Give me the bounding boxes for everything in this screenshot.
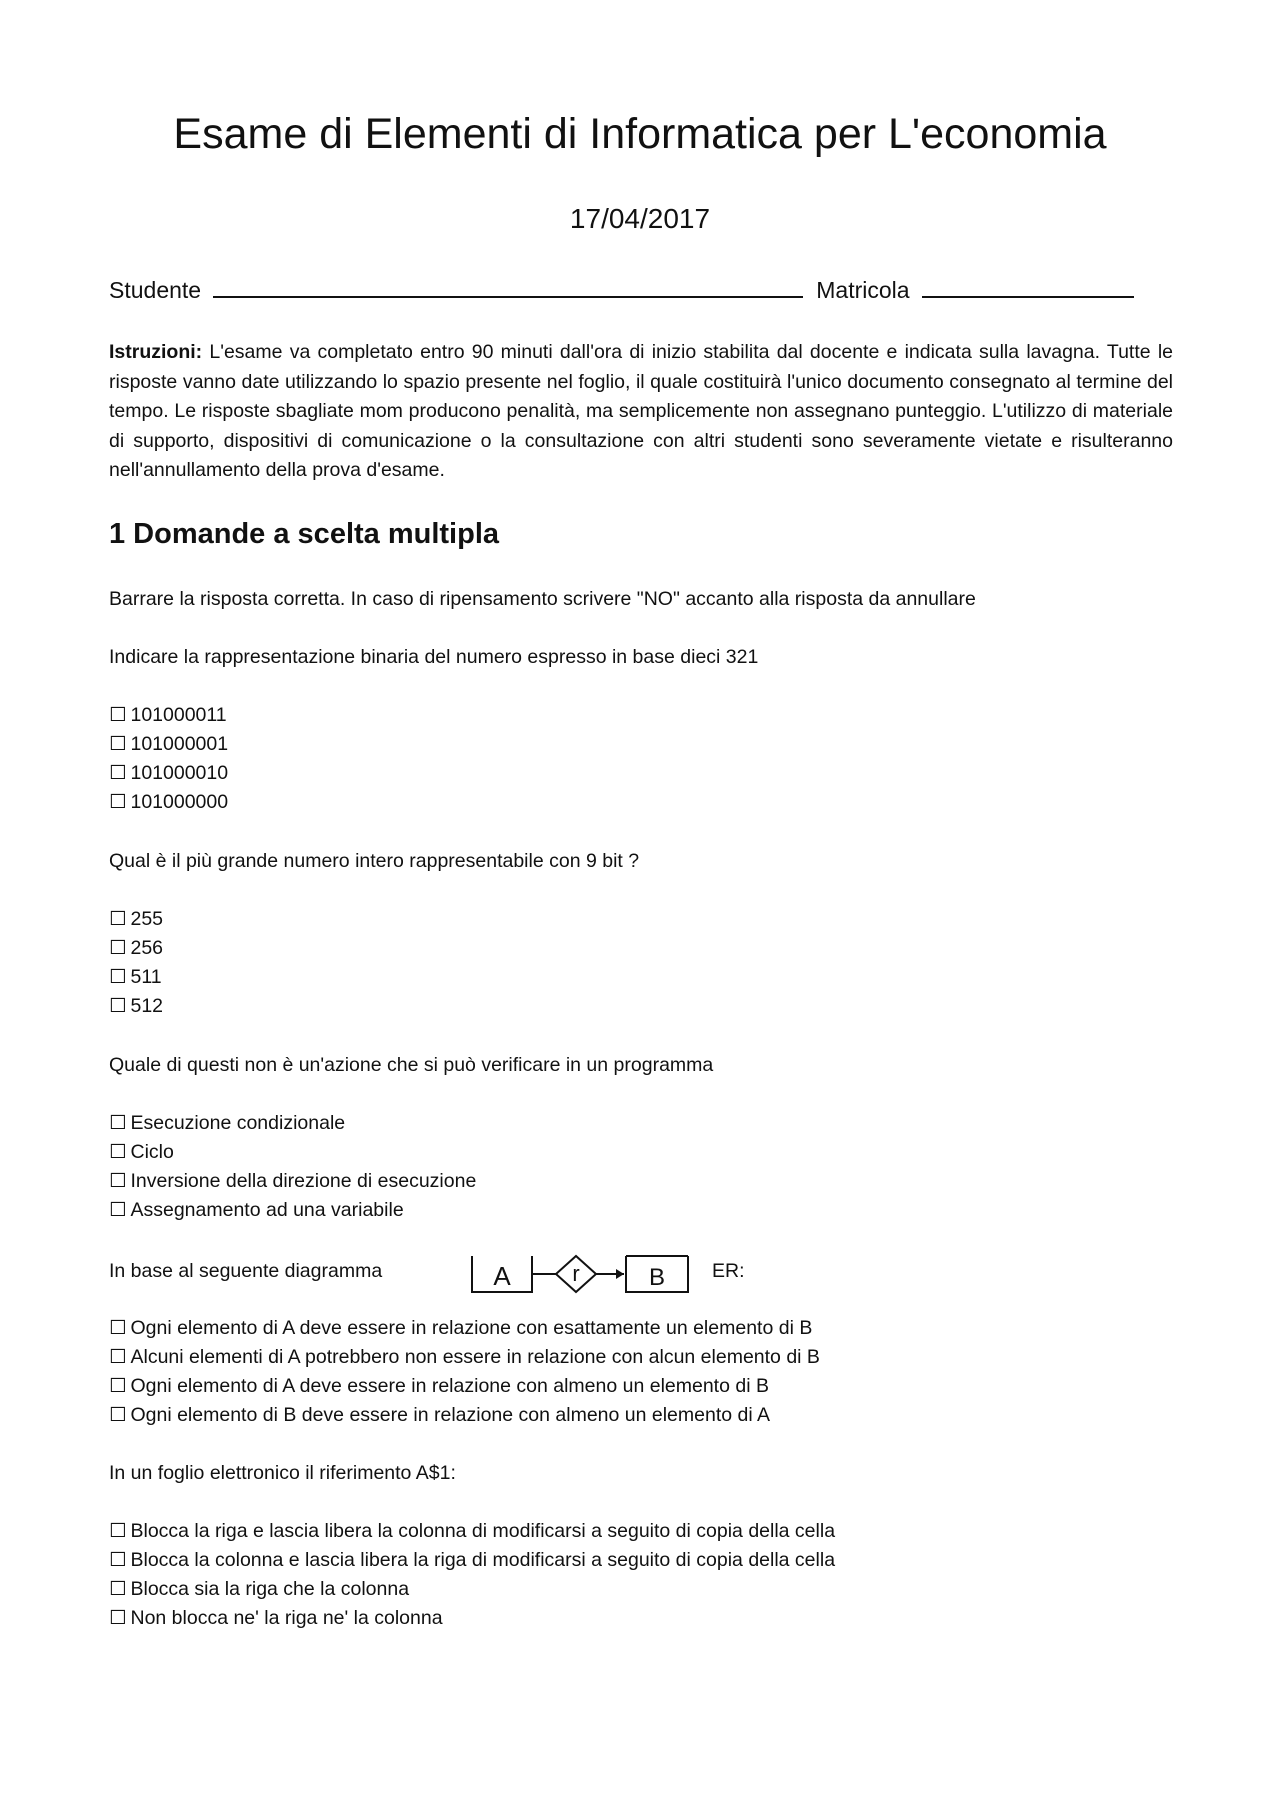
- checkbox-icon[interactable]: ☐: [109, 1578, 127, 1600]
- question-1-option-3[interactable]: [109, 759, 228, 788]
- relation-label: r: [572, 1261, 580, 1286]
- question-5-option-1[interactable]: [109, 1517, 835, 1546]
- question-1-option-4[interactable]: [109, 788, 228, 817]
- checkbox-icon[interactable]: ☐: [109, 1607, 127, 1629]
- question-3-option-3[interactable]: [109, 1167, 476, 1196]
- instructions-text: L'esame va completato entro 90 minuti dall'ora di inizio stabilita dal docente e indicata sulla lavagna. Tutte le risposte vanno date utilizzando lo spazio presente nel foglio, il quale costituirà l'unico documento consegnato al termine del tempo. Le risposte sbagliate mom producono penalità, ma semplicemente non assegnano punteggio. L'utilizzo di materiale di supporto, dispositivi di comunicazione o la consultazione con altri studenti sono severamente vietate e risulteranno nell'annullamento della prova d'esame.: [109, 341, 1173, 481]
- option-label: Esecuzione condizionale: [130, 1112, 346, 1134]
- entity-b-label: B: [648, 1264, 666, 1291]
- option-label: Non blocca ne' la riga ne' la colonna: [130, 1607, 443, 1629]
- instructions-label: Istruzioni:: [109, 341, 203, 363]
- question-3-option-2[interactable]: [109, 1138, 174, 1167]
- question-5-option-2[interactable]: [109, 1546, 835, 1575]
- student-name-blank[interactable]: [213, 274, 803, 298]
- checkbox-icon[interactable]: ☐: [109, 1404, 127, 1426]
- instructions-paragraph: [109, 338, 1173, 486]
- question-2-option-3[interactable]: [109, 963, 162, 992]
- option-label: 255: [130, 908, 164, 930]
- question-4-option-3[interactable]: [109, 1372, 769, 1401]
- question-2-text: Qual è il più grande numero intero rappresentabile con 9 bit ?: [109, 850, 640, 872]
- entity-a-label: A: [493, 1261, 511, 1291]
- student-label: Studente: [109, 277, 202, 303]
- checkbox-icon[interactable]: ☐: [109, 791, 127, 813]
- option-label: 511: [130, 966, 162, 988]
- checkbox-icon[interactable]: ☐: [109, 1317, 127, 1339]
- question-2-option-2[interactable]: [109, 934, 163, 963]
- matricola-label: Matricola: [816, 277, 910, 303]
- question-2-option-1[interactable]: [109, 905, 163, 934]
- question-3-option-4[interactable]: [109, 1196, 404, 1225]
- option-label: Ogni elemento di A deve essere in relazione con almeno un elemento di B: [130, 1375, 769, 1397]
- question-5-text: In un foglio elettronico il riferimento A$1:: [109, 1462, 456, 1484]
- checkbox-icon[interactable]: ☐: [109, 704, 127, 726]
- section-title: 1 Domande a scelta multipla: [109, 518, 500, 550]
- option-label: 101000010: [130, 762, 229, 784]
- checkbox-icon[interactable]: ☐: [109, 1549, 127, 1571]
- option-label: 512: [130, 995, 164, 1017]
- option-label: 256: [130, 937, 164, 959]
- checkbox-icon[interactable]: ☐: [109, 1170, 127, 1192]
- question-2-option-4[interactable]: [109, 992, 163, 1021]
- question-1-option-2[interactable]: [109, 730, 228, 759]
- question-1-option-1[interactable]: [109, 701, 227, 730]
- option-label: 101000011: [130, 704, 227, 726]
- option-label: Alcuni elementi di A potrebbero non essere in relazione con alcun elemento di B: [130, 1346, 820, 1368]
- question-4-option-4[interactable]: [109, 1401, 770, 1430]
- exam-date: 17/04/2017: [569, 203, 711, 234]
- matricola-blank[interactable]: [922, 274, 1134, 298]
- checkbox-icon[interactable]: ☐: [109, 1199, 127, 1221]
- option-label: Assegnamento ad una variabile: [130, 1199, 404, 1221]
- option-label: Blocca sia la riga che la colonna: [130, 1578, 410, 1600]
- option-label: Ciclo: [130, 1141, 174, 1163]
- question-3-text: Quale di questi non è un'azione che si può verificare in un programma: [109, 1054, 714, 1076]
- question-5-option-4[interactable]: [109, 1604, 443, 1633]
- exam-title: Esame di Elementi di Informatica per L'economia: [173, 110, 1107, 158]
- checkbox-icon[interactable]: ☐: [109, 1112, 127, 1134]
- question-5-option-3[interactable]: [109, 1575, 409, 1604]
- checkbox-icon[interactable]: ☐: [109, 908, 127, 930]
- arrow-head-icon: [616, 1269, 624, 1279]
- checkbox-icon[interactable]: ☐: [109, 1375, 127, 1397]
- checkbox-icon[interactable]: ☐: [109, 937, 127, 959]
- option-label: 101000000: [130, 791, 229, 813]
- option-label: Blocca la colonna e lascia libera la riga di modificarsi a seguito di copia della cella: [130, 1549, 836, 1571]
- checkbox-icon[interactable]: ☐: [109, 1520, 127, 1542]
- option-label: Ogni elemento di B deve essere in relazione con almeno un elemento di A: [130, 1404, 771, 1426]
- question-4-option-2[interactable]: [109, 1343, 820, 1372]
- checkbox-icon[interactable]: ☐: [109, 762, 127, 784]
- checkbox-icon[interactable]: ☐: [109, 966, 127, 988]
- question-1-text: Indicare la rappresentazione binaria del numero espresso in base dieci 321: [109, 646, 759, 668]
- option-label: Inversione della direzione di esecuzione: [130, 1170, 477, 1192]
- section-intro: Barrare la risposta corretta. In caso di ripensamento scrivere "NO" accanto alla risposta da annullare: [109, 588, 976, 610]
- checkbox-icon[interactable]: ☐: [109, 1346, 127, 1368]
- question-4-option-1[interactable]: [109, 1314, 812, 1343]
- option-label: Ogni elemento di A deve essere in relazione con esattamente un elemento di B: [130, 1317, 813, 1339]
- checkbox-icon[interactable]: ☐: [109, 1141, 127, 1163]
- option-label: Blocca la riga e lascia libera la colonna di modificarsi a seguito di copia della cella: [130, 1520, 836, 1542]
- question-4-text: In base al seguente diagramma: [109, 1260, 383, 1282]
- er-diagram: [470, 1250, 696, 1294]
- checkbox-icon[interactable]: ☐: [109, 995, 127, 1017]
- question-4-suffix: ER:: [712, 1260, 745, 1282]
- question-3-option-1[interactable]: [109, 1109, 345, 1138]
- option-label: 101000001: [130, 733, 229, 755]
- student-info-line: [109, 274, 1134, 305]
- checkbox-icon[interactable]: ☐: [109, 733, 127, 755]
